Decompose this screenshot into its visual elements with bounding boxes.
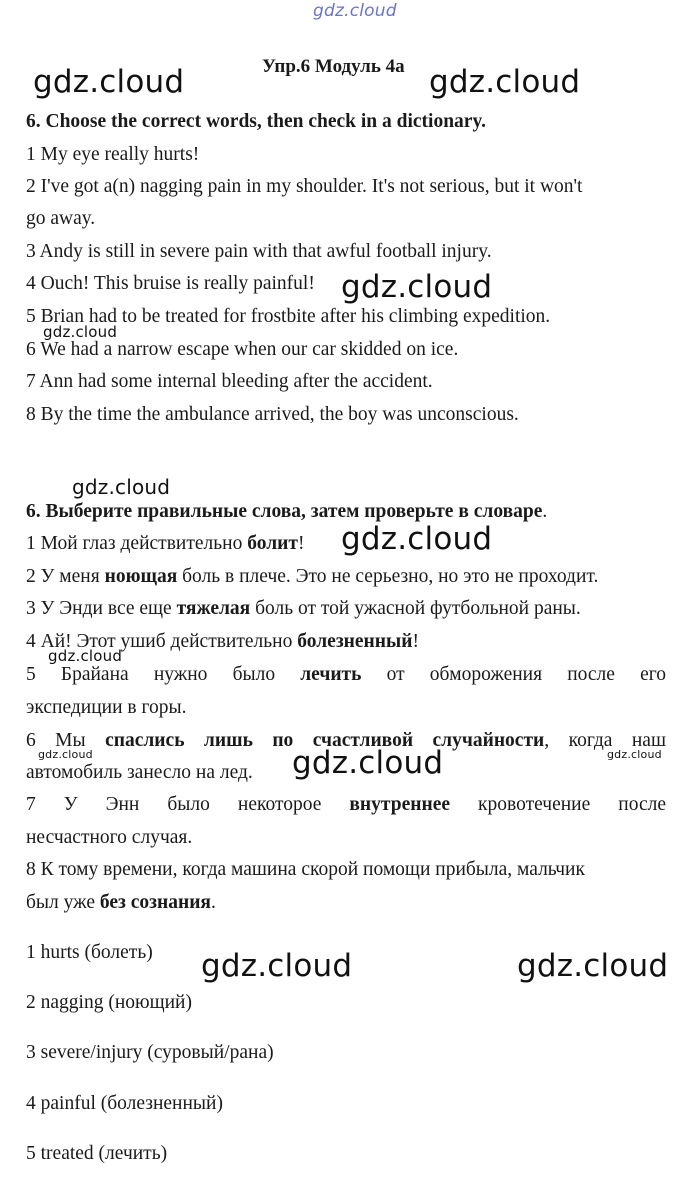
sentence-ru-1 xyxy=(26,532,304,556)
watermark: gdz.cloud xyxy=(201,948,353,984)
text: , когда наш xyxy=(544,730,666,751)
text: кровотечение после xyxy=(450,794,666,815)
answer-item: 4 painful (болезненный) xyxy=(26,1093,223,1114)
watermark: gdz.cloud xyxy=(341,521,493,557)
watermark: gdz.cloud xyxy=(33,64,185,100)
keyword: спаслись лишь по счастливой случайности xyxy=(105,730,545,751)
answer-item: 1 hurts (болеть) xyxy=(26,942,153,963)
keyword: лечить xyxy=(300,664,362,685)
page-title: Упр.6 Модуль 4a xyxy=(262,56,405,77)
sentence-ru-7 xyxy=(26,793,666,817)
text: 5 Брайана нужно было xyxy=(26,664,301,685)
sentence-ru-8-cont xyxy=(26,891,216,915)
text: ! xyxy=(412,631,419,652)
sentence-ru-5-cont: экспедиции в горы. xyxy=(26,697,187,718)
watermark: gdz.cloud xyxy=(38,748,93,761)
watermark: gdz.cloud xyxy=(72,475,171,499)
keyword: внутреннее xyxy=(349,794,451,815)
sentence-en-6: 6 We had a narrow escape when our car skidded on ice. xyxy=(26,339,459,360)
sentence-en-2: 2 I've got a(n) nagging pain in my shoulder. It's not serious, but it won't xyxy=(26,176,583,197)
watermark: gdz.cloud xyxy=(292,745,444,781)
sentence-en-8: 8 By the time the ambulance arrived, the boy was unconscious. xyxy=(26,404,519,425)
text: боль от той ужасной футбольной раны. xyxy=(250,598,581,619)
text: от обморожения после его xyxy=(361,664,666,685)
sentence-en-1: 1 My eye really hurts! xyxy=(26,144,200,165)
watermark: gdz.cloud xyxy=(517,948,669,984)
keyword: болезненный xyxy=(297,631,413,652)
heading-ru-text: 6. Выберите правильные слова, затем проверьте в словаре xyxy=(26,501,543,522)
sentence-ru-4 xyxy=(26,630,419,654)
text: 4 Ай! Этот ушиб действительно xyxy=(26,631,298,652)
exercise-heading-en: 6. Choose the correct words, then check in a dictionary. xyxy=(26,111,487,132)
answer-item: 2 nagging (ноющий) xyxy=(26,992,192,1013)
text: 3 У Энди все еще xyxy=(26,598,177,619)
sentence-ru-6-cont: автомобиль занесло на лед. xyxy=(26,762,253,783)
sentence-en-4: 4 Ouch! This bruise is really painful! xyxy=(26,273,315,294)
text: 2 У меня xyxy=(26,566,105,587)
answer-item: 3 severe/injury (суровый/рана) xyxy=(26,1042,274,1063)
keyword: ноющая xyxy=(104,566,178,587)
watermark: gdz.cloud xyxy=(341,269,493,305)
sentence-en-5: 5 Brian had to be treated for frostbite after his climbing expedition. xyxy=(26,306,551,327)
sentence-en-3: 3 Andy is still in severe pain with that awful football injury. xyxy=(26,241,492,262)
sentence-ru-3 xyxy=(26,597,581,621)
answer-item: 5 treated (лечить) xyxy=(26,1143,168,1164)
watermark: gdz.cloud xyxy=(48,647,123,665)
text: . xyxy=(210,892,216,913)
text: 1 Мой глаз действительно xyxy=(26,533,248,554)
text: был уже xyxy=(26,892,100,913)
keyword: без сознания xyxy=(99,892,211,913)
text: ! xyxy=(297,533,305,554)
sentence-ru-8: 8 К тому времени, когда машина скорой помощи прибыла, мальчик xyxy=(26,859,585,880)
exercise-heading-ru xyxy=(26,500,547,524)
keyword: болит xyxy=(247,533,298,554)
sentence-en-7: 7 Ann had some internal bleeding after the accident. xyxy=(26,371,433,392)
sentence-ru-6 xyxy=(26,729,666,753)
sentence-ru-5 xyxy=(26,663,666,687)
sentence-en-2-cont: go away. xyxy=(26,208,96,229)
watermark: gdz.cloud xyxy=(43,323,118,341)
watermark: gdz.cloud xyxy=(429,64,581,100)
text: боль в плече. Это не серьезно, но это не проходит. xyxy=(177,566,599,587)
keyword: тяжелая xyxy=(176,598,251,619)
text: 6 Мы xyxy=(26,730,106,751)
sentence-ru-2 xyxy=(26,565,598,589)
watermark-top: gdz.cloud xyxy=(313,1,397,21)
sentence-ru-7-cont: несчастного случая. xyxy=(26,827,193,848)
watermark: gdz.cloud xyxy=(607,748,662,761)
text: 7 У Энн было некоторое xyxy=(26,794,350,815)
heading-ru-period: . xyxy=(542,501,548,522)
